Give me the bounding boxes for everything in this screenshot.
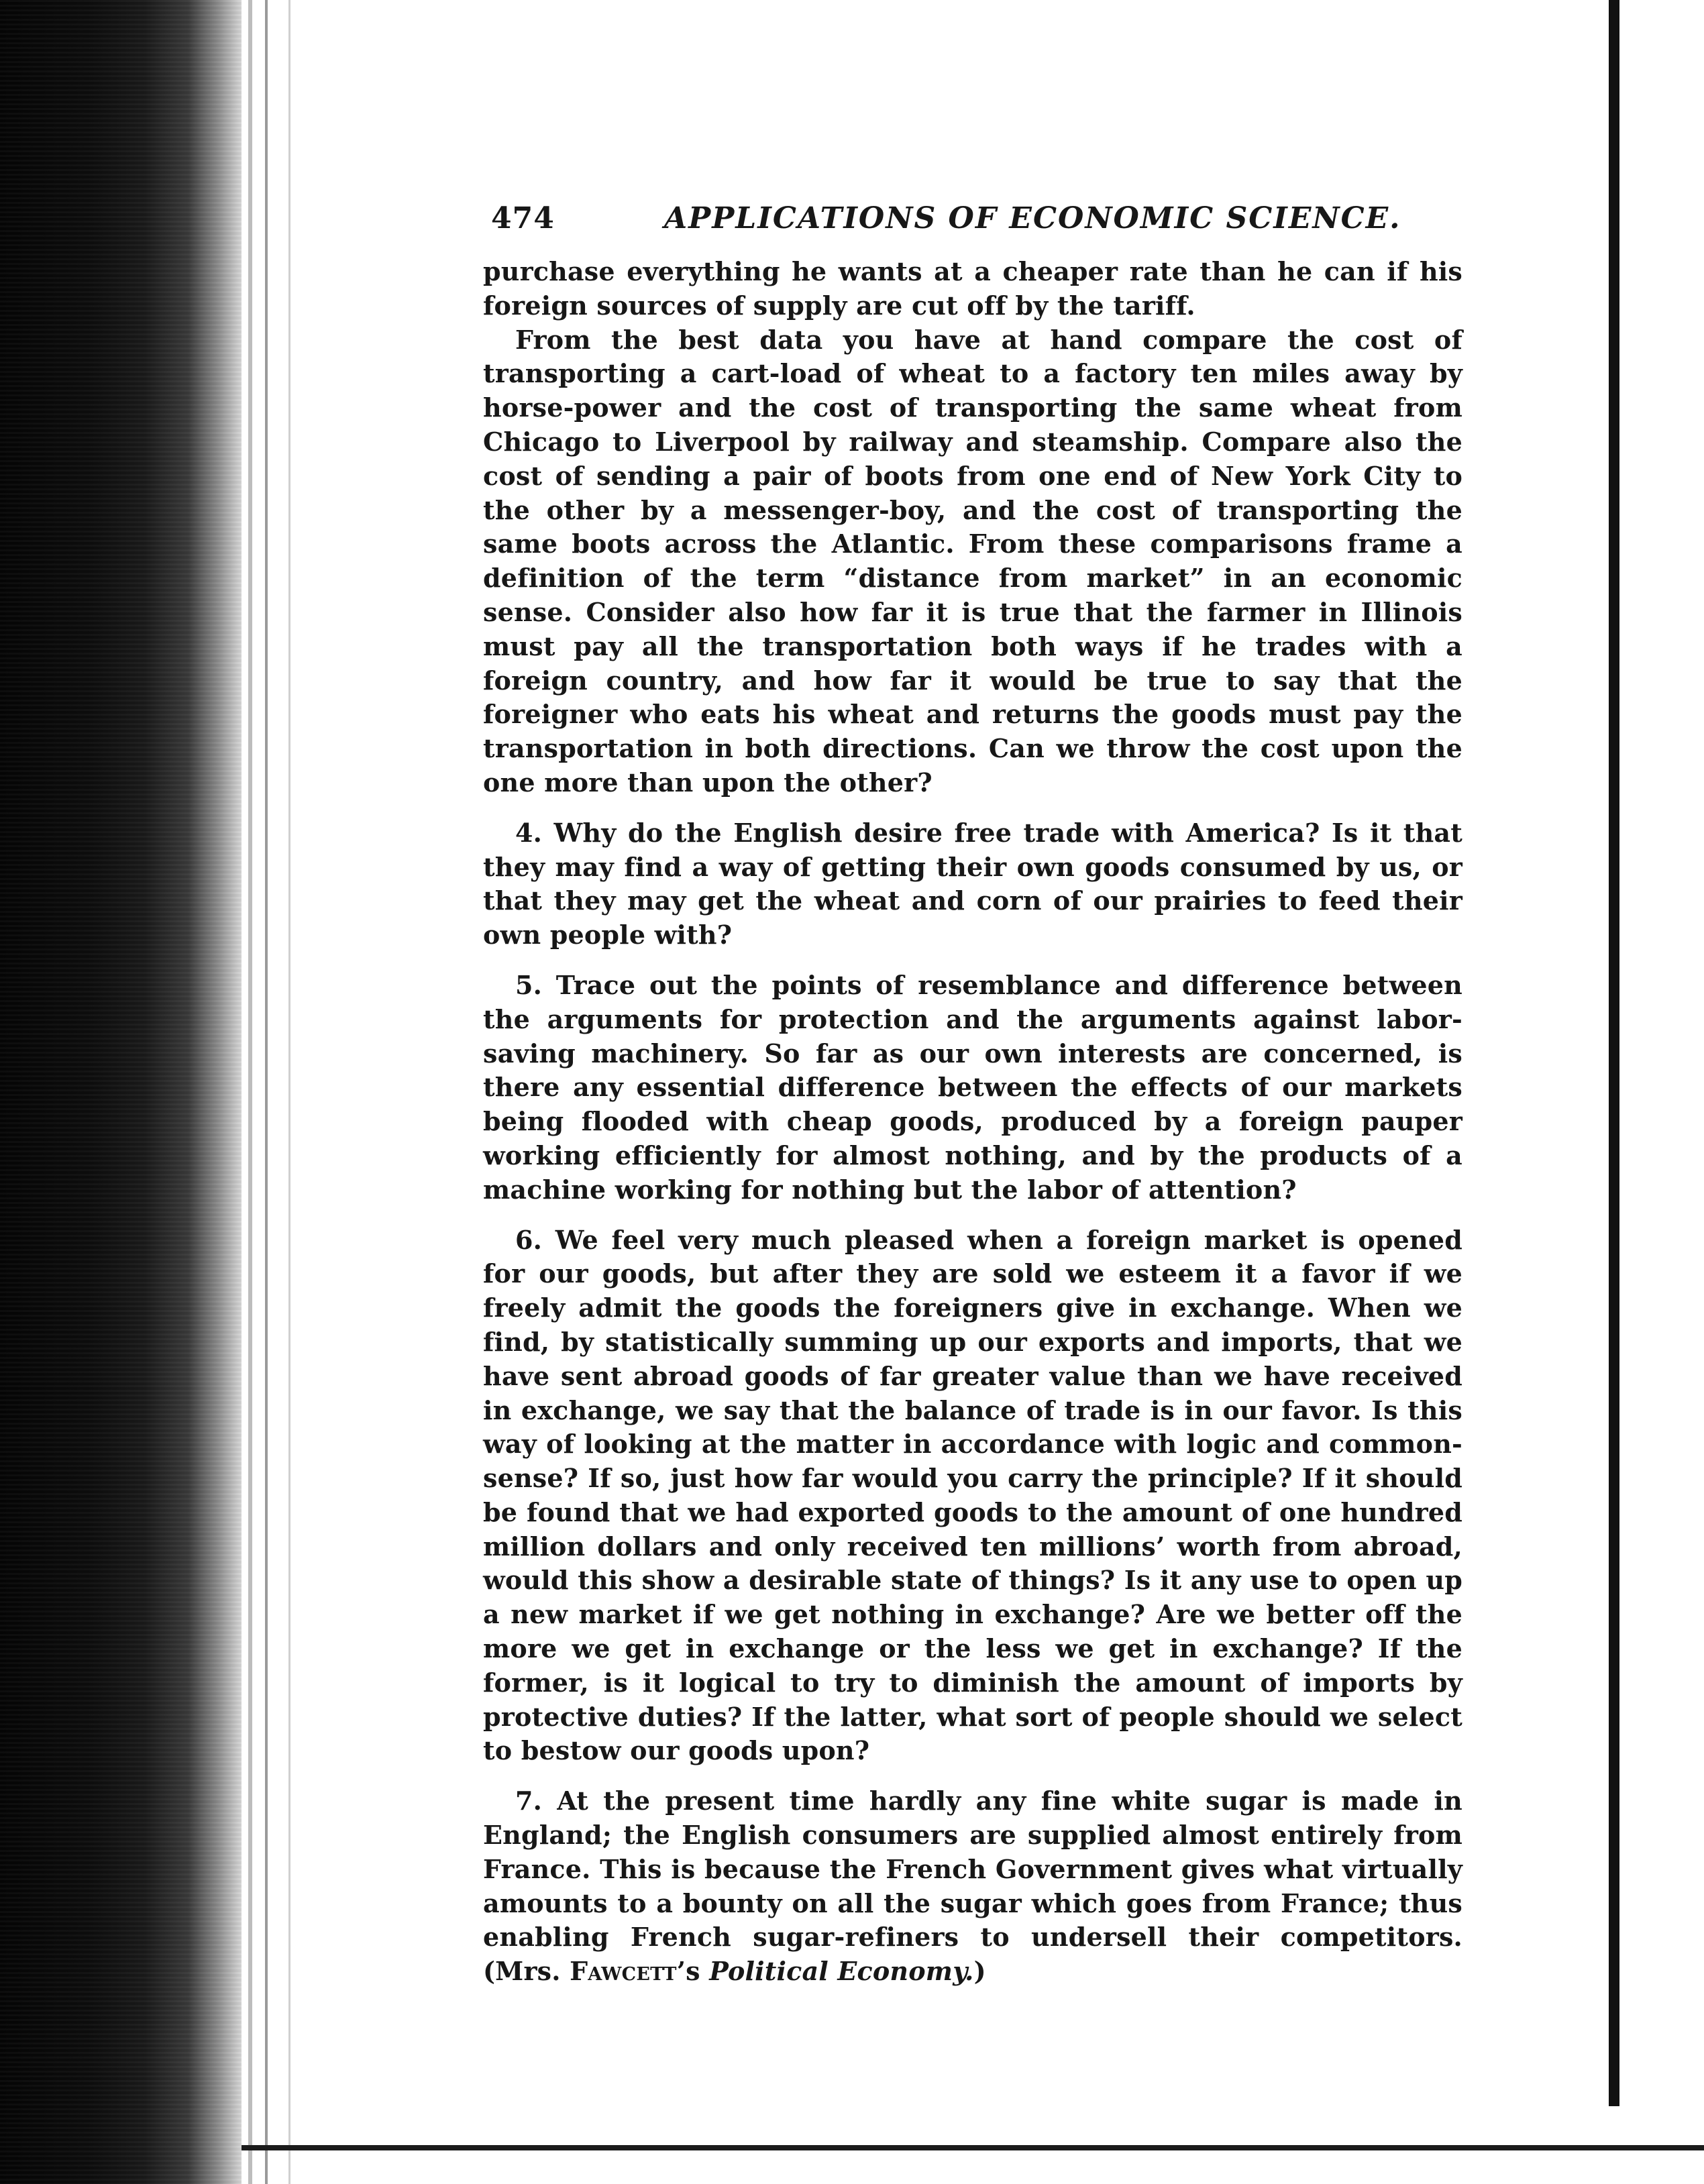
question-4: 4. Why do the English desire free trade with America? Is it that they may find a way of getting their own goods consumed by us, or that they may get the wheat and corn of our prairies to feed their own people with? bbox=[483, 817, 1462, 950]
running-title: APPLICATIONS OF ECONOMIC SCIENCE. bbox=[664, 201, 1401, 235]
page-edge-line bbox=[248, 0, 252, 2184]
scan-binding-shadow bbox=[0, 0, 242, 2184]
right-border-rule bbox=[1609, 0, 1619, 2106]
paragraph-continued: purchase everything he wants at a cheaper rate than he can if his foreign sources of supply are cut off by the tariff. bbox=[483, 256, 1462, 321]
citation-open: (Mrs. bbox=[483, 1956, 570, 1987]
book-page bbox=[483, 201, 1462, 1989]
page-number: 474 bbox=[491, 201, 555, 235]
question-5: 5. Trace out the points of resemblance and difference between the arguments for protection and the arguments against labor-saving machinery. So far as our own interests are concerned, is there any essential difference between the effects of our markets being flooded with cheap goods, produced by a foreign pauper working efficiently for almost nothing, and by the products of a machine working for nothing but the labor of attention? bbox=[483, 969, 1462, 1205]
running-head bbox=[483, 201, 1462, 255]
citation-title: Political Economy. bbox=[709, 1956, 974, 1987]
bottom-border-rule bbox=[242, 2145, 1704, 2150]
citation-author: Fawcett bbox=[570, 1956, 677, 1987]
page-edge-line bbox=[288, 0, 290, 2184]
citation-possessive: ’s bbox=[676, 1956, 710, 1987]
question-7-text: 7. At the present time hardly any fine white sugar is made in England; the English consumers are supplied almost entirely from France. This is because the French Government gives what virtually amounts to a bounty on all the sugar which goes from France; thus enabling French sugar-refiners to undersell their competitors. bbox=[483, 1786, 1462, 1953]
question-6: 6. We feel very much pleased when a foreign market is opened for our goods, but after they are sold we esteem it a favor if we freely admit the goods the foreigners give in exchange. When we find, by statistically summing up our exports and imports, that we have sent abroad goods of far greater value than we have received in exchange, we say that the balance of trade is in our favor. Is this way of looking at the matter in accordance with logic and common-sense? If so, just how far would you carry the principle? If it should be found that we had exported goods to the amount of one hundred million dollars and only received ten millions’ worth from abroad, would this show a desirable state of things? Is it any use to open up a new market if we get nothing in exchange? Are we better off the more we get in exchange or the less we get in exchange? If the former, is it logical to try to diminish the amount of imports by protective duties? If the latter, what sort of people should we select to bestow our goods upon? bbox=[483, 1224, 1462, 1766]
page-edge-line bbox=[265, 0, 268, 2184]
paragraph-transport: From the best data you have at hand compare the cost of transporting a cart-load of wheat to a factory ten miles away by horse-power and the cost of transporting the same wheat from Chicago to Liverpool by railway and steamship. Compare also the cost of sending a pair of boots from one end of New York City to the other by a messenger-boy, and the cost of transporting the same boots across the Atlantic. From these comparisons frame a definition of the term “distance from market” in an economic sense. Consider also how far it is true that the farmer in Illinois must pay all the transportation both ways if he trades with a foreign country, and how far it would be true to say that the foreigner who eats his wheat and returns the goods must pay the transportation in both directions. Can we throw the cost upon the one more than upon the other? bbox=[483, 324, 1462, 798]
page-body bbox=[483, 255, 1462, 1989]
citation bbox=[483, 1956, 986, 1986]
question-7 bbox=[483, 1784, 1462, 1989]
citation-close: ) bbox=[973, 1956, 986, 1987]
